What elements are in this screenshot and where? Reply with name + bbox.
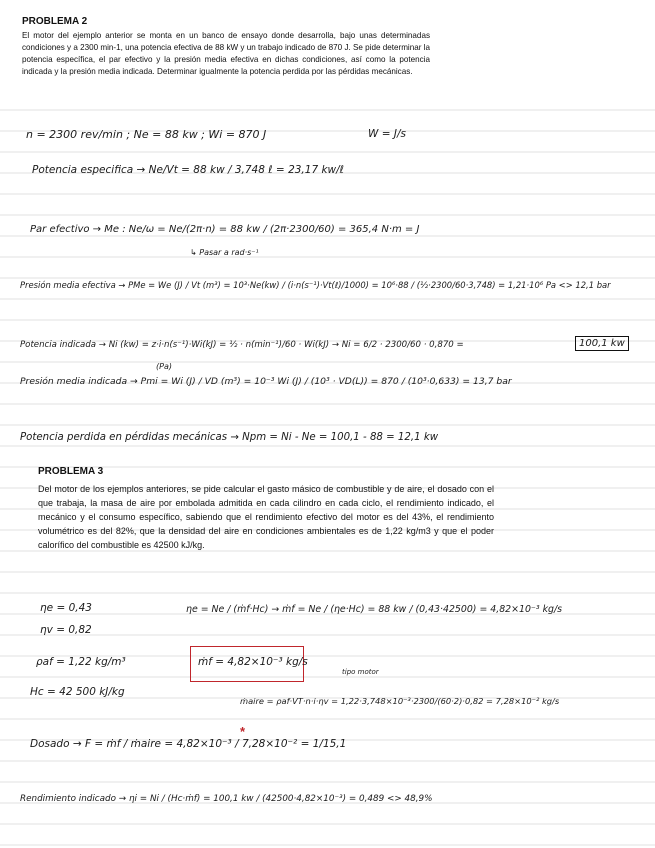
hw-mean-effective-pressure: Presión media efectiva → PMe = We (J) / Vt (m³) = 10³·Ne(kw) / (i·n(s⁻¹)·Vt(ℓ)/1000) = 10⁶·88 / (½·2300/60·3,748) = 1,21·10⁶ Pa <> 12,1 bar xyxy=(20,280,611,290)
hw-note-w: W = J/s xyxy=(368,128,406,140)
hw-given-data: n = 2300 rev/min ; Ne = 88 kw ; Wi = 870 J xyxy=(26,128,267,141)
hw-calorific-value: Hc = 42 500 kJ/kg xyxy=(30,686,125,698)
hw-effective-torque: Par efectivo → Me : Ne/ω = Ne/(2π·n) = 88 kw / (2π·2300/60) = 365,4 N·m = J xyxy=(30,224,420,235)
hw-lost-power: Potencia perdida en pérdidas mecánicas → Npm = Ni - Ne = 100,1 - 88 = 12,1 kw xyxy=(20,432,439,443)
problem2-title: PROBLEMA 2 xyxy=(22,16,88,27)
problem2-statement: El motor del ejemplo anterior se monta en un banco de ensayo donde desarrolla, bajo unas determinadas condiciones y a 2300 min-1, una potencia efectiva de 88 kW y un trabajo indicado de 870 J. Se pide determinar la potencia específica, el par efectivo y la presión media efectiva en dichas condiciones, así como la potencia indicada y la presión media indicada. Determinar igualmente la potencia perdida por las pérdidas mecánicas. xyxy=(22,31,430,76)
hw-fuel-flow-boxed: ṁf = 4,82×10⁻³ kg/s xyxy=(198,656,308,668)
hw-fuel-mass-flow-equation: ηe = Ne / (ṁf·Hc) → ṁf = Ne / (ηe·Hc) = 88 kw / (0,43·42500) = 4,82×10⁻³ kg/s xyxy=(186,604,563,615)
hw-pa-note: (Pa) xyxy=(156,362,172,371)
hw-indicated-power: Potencia indicada → Ni (kw) = z·i·n(s⁻¹)·Wi(kJ) = ½ · n(min⁻¹)/60 · Wi(kJ) → Ni = 6/2 · 2300/60 · 0,870 = xyxy=(20,340,464,350)
hw-nv-value: ηv = 0,82 xyxy=(40,624,92,636)
hw-indicated-efficiency: Rendimiento indicado → ηi = Ni / (Hc·ṁf) = 100,1 kw / (42500·4,82×10⁻³) = 0,489 <> 48,9% xyxy=(20,794,433,804)
hw-air-mass-flow-equation: ṁaire = ρaf·VT·n·i·ηv = 1,22·3,748×10⁻³·2300/(60·2)·0,82 = 7,28×10⁻² kg/s xyxy=(240,696,560,706)
hw-mean-indicated-pressure: Presión media indicada → Pmi = Wi (J) / VD (m³) = 10⁻³ Wi (J) / (10³ · VD(L)) = 870 / (10³·0,633) = 13,7 bar xyxy=(20,376,512,387)
hw-torque-note: ↳ Pasar a rad·s⁻¹ xyxy=(190,248,259,257)
hw-specific-power: Potencia especifica → Ne/Vt = 88 kw / 3,748 ℓ = 23,17 kw/ℓ xyxy=(32,164,345,176)
hw-air-density: ρaf = 1,22 kg/m³ xyxy=(36,656,126,668)
hw-ne-value: ηe = 0,43 xyxy=(40,602,92,614)
red-star-mark: * xyxy=(240,724,246,739)
problem3-title: PROBLEMA 3 xyxy=(38,466,104,477)
hw-indicated-power-result: 100,1 kw xyxy=(575,336,629,351)
hw-dosage: Dosado → F = ṁf / ṁaire = 4,82×10⁻³ / 7,28×10⁻² = 1/15,1 xyxy=(30,738,347,750)
problem3-statement: Del motor de los ejemplos anteriores, se pide calcular el gasto másico de combustible y de aire, el dosado con el que trabaja, la masa de aire por embolada admitida en cada cilindro en cada ciclo, el rendimiento indicado, el mecánico y el consumo específico, sabiendo que el rendimiento efectivo del motor es del 43%, el rendimiento volumétrico es del 82%, que la densidad del aire en condiciones ambientales es de 1,22 kg/m3 y que el poder calorífico del combustible es 42500 kJ/kg. xyxy=(38,484,494,550)
hw-engine-type-note: tipo motor xyxy=(342,668,379,676)
